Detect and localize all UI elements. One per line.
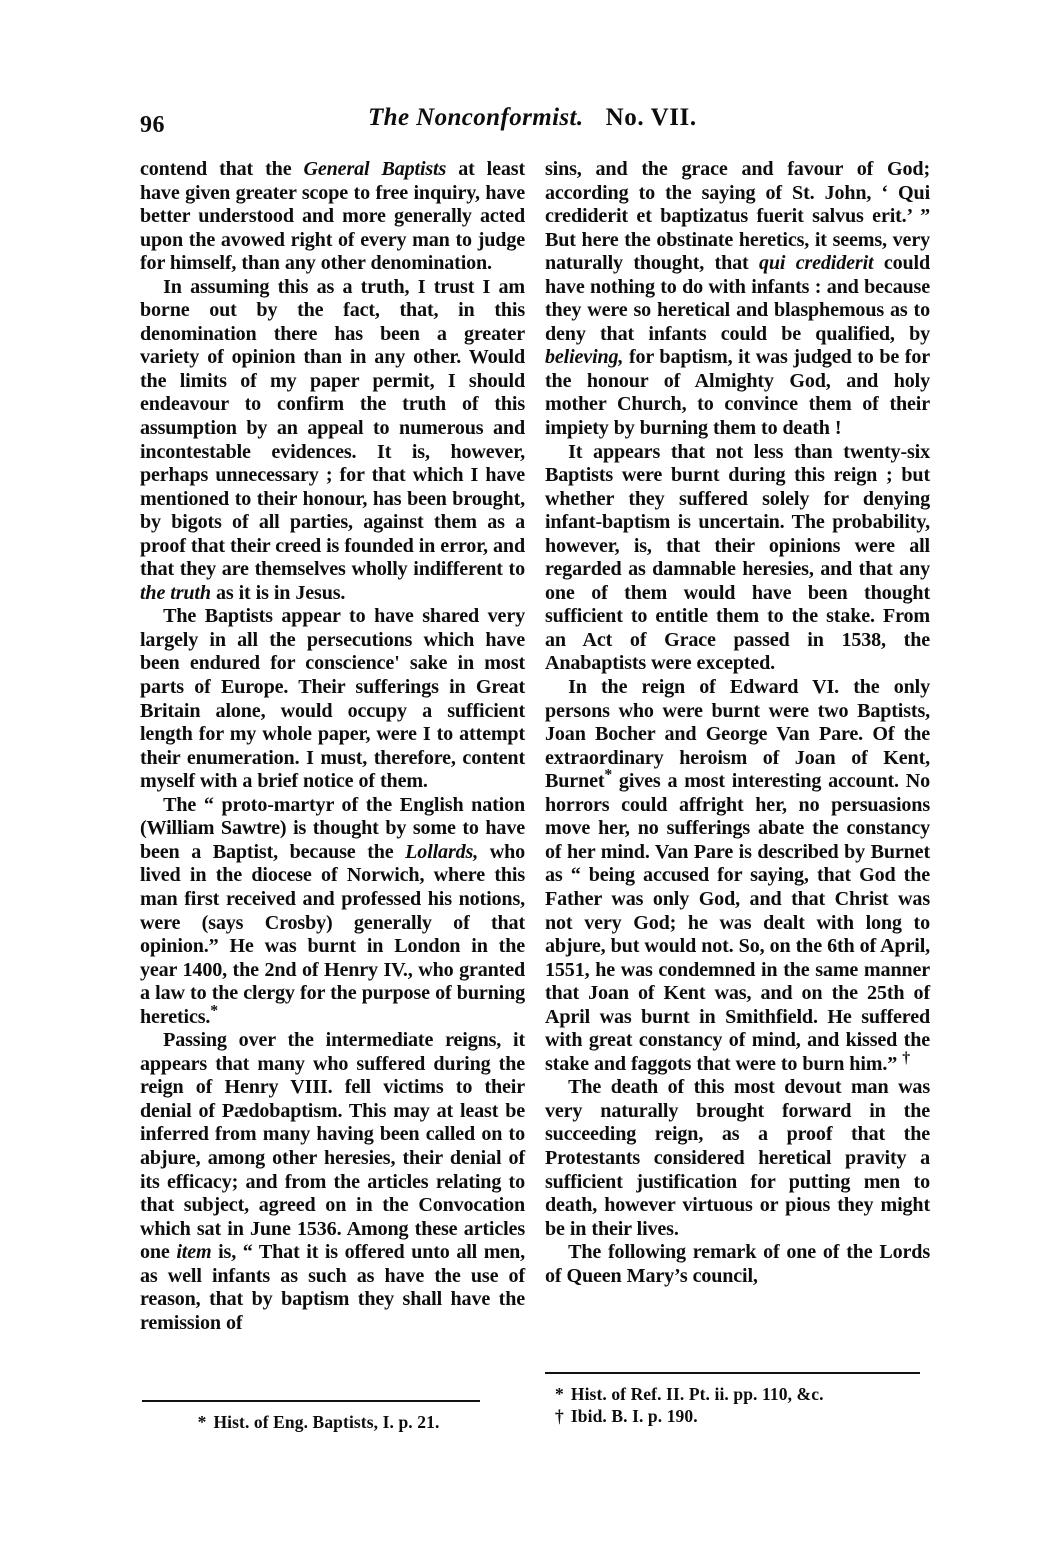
running-head-title-group xyxy=(368,104,928,132)
footnote-reference-mark: * xyxy=(210,1002,218,1019)
paragraph-list-right xyxy=(545,158,930,1288)
paragraph-list-left xyxy=(140,158,525,1335)
footnote-text: Ibid. B. I. p. 190. xyxy=(570,1406,698,1426)
body-paragraph xyxy=(140,276,525,606)
footnote-list-right xyxy=(545,1383,930,1427)
body-paragraph xyxy=(140,794,525,1029)
body-paragraph xyxy=(545,1076,930,1241)
body-text: for baptism, it was judged to be for the honour of Almighty God, and holy mother Church, to convince them of their impiety by burning them to death ! xyxy=(545,346,930,440)
footnote-mark: * xyxy=(197,1412,207,1432)
footnote-line xyxy=(140,1411,525,1433)
body-paragraph xyxy=(140,158,525,276)
footnote-rule-left xyxy=(142,1400,480,1402)
body-text: It appears that not less than twenty-six Baptists were burnt during this reign ; but whether they suffered solely for denying infant-baptism is uncertain. The probability, however, is, that their opinions were all regarded as damnable heresies, and that any one of them would have been thought sufficient to entitle them to the stake. From an Act of Grace passed in 1538, the Anabaptists were excepted. xyxy=(545,440,930,675)
column-left xyxy=(140,158,525,1335)
body-text: as it is in Jesus. xyxy=(210,581,346,604)
running-head-title: The Nonconformist. xyxy=(368,104,584,131)
footnote-list-left xyxy=(140,1411,525,1433)
footnote-block-right xyxy=(545,1372,930,1427)
emphasis-text: Lollards, xyxy=(405,840,479,863)
emphasis-text: the truth xyxy=(140,581,211,604)
body-paragraph xyxy=(545,1241,930,1288)
footnote-mark: † xyxy=(555,1406,564,1426)
running-head-issue-number: No. VII. xyxy=(605,104,697,131)
body-paragraph xyxy=(140,605,525,793)
body-text: In the reign of Edward VI. the only persons who were burnt were two Baptists, Joan Bocher and George Van Pare. Of the extraordinary heroism of Joan of Kent, Burnet xyxy=(545,676,930,793)
footnote-text: Hist. of Eng. Baptists, I. p. 21. xyxy=(213,1412,440,1432)
body-text: Passing over the intermediate reigns, it appears that many who suffered during the reign of Henry VIII. fell victims to their denial of Pædobaptism. This may at least be inferred from many having been called on to abjure, among other heresies, their denial of its efficacy; and from the articles relating to that subject, agreed on in the Convocation which sat in June 1536. Among these articles one xyxy=(140,1029,525,1264)
emphasis-text: item xyxy=(176,1241,212,1264)
footnote-text: Hist. of Ref. II. Pt. ii. pp. 110, &c. xyxy=(570,1384,824,1404)
body-text: gives a most interesting account. No horrors could affright her, no persuasions move her, no sufferings abate the constancy of her mind. Van Pare is described by Burnet as “ being accused for saying, that God the Father was only God, and that Christ was not very God; he was dealt with long to abjure, but would not. So, on the 6th of April, 1551, he was condemned in the same manner that Joan of Kent was, and on the 25th of April was burnt in Smithfield. He suffered with great constancy of mind, and kissed the stake and faggots that were to burn him.” xyxy=(545,770,930,1075)
body-text: sins, and the grace and favour of God; according to the saying of St. John, ‘ Qui crediderit et baptizatus fuerit salvus erit.’ ” But here the obstinate heretics, it seems, very naturally thought, that xyxy=(545,158,930,275)
footnote-rule-right xyxy=(545,1372,920,1374)
page-folio-number: 96 xyxy=(140,112,165,138)
body-paragraph xyxy=(545,676,930,1076)
body-text: The following remark of one of the Lords of Queen Mary’s council, xyxy=(545,1241,930,1287)
footnote-reference-mark: † xyxy=(902,1049,910,1067)
body-text: is, “ That it is offered unto all men, as well infants as such as have the use of reason, that by baptism they shall have the remission of xyxy=(140,1241,526,1334)
running-head xyxy=(140,104,930,148)
body-paragraph xyxy=(140,1029,525,1335)
body-text: The Baptists appear to have shared very largely in all the persecutions which have been endured for conscience' sake in most parts of Europe. Their sufferings in Great Britain alone, would occupy a sufficient length for my whole paper, were I to attempt their enumeration. I must, therefore, content myself with a brief notice of them. xyxy=(140,605,525,793)
emphasis-text: believing, xyxy=(545,346,624,369)
body-text: at least have given greater scope to free inquiry, have better understood and more generally acted upon the avowed right of every man to judge for himself, than any other denomination. xyxy=(140,158,525,275)
emphasis-text: qui crediderit xyxy=(758,252,874,275)
body-text: In assuming this as a truth, I trust I am borne out by the fact, that, in this denomination there has been a greater variety of opinion than in any other. Would the limits of my paper permit, I should endeavour to confirm the truth of this assumption by an appeal to numerous and incontestable evidences. It is, however, perhaps unnecessary ; for that which I have mentioned to their honour, has been brought, by bigots of all parties, against them as a proof that their creed is founded in error, and that they are themselves wholly indifferent to xyxy=(140,275,525,581)
footnote-block-left xyxy=(140,1400,525,1433)
footnote-reference-mark: * xyxy=(604,766,613,784)
emphasis-text: General Baptists xyxy=(303,158,447,180)
footnote-line xyxy=(545,1405,930,1427)
footnote-line xyxy=(545,1383,930,1405)
body-text: could have nothing to do with infants : and because they were so heretical and blasphemous as to deny that infants could be qualified, by xyxy=(545,252,931,345)
body-text: contend that the xyxy=(140,158,304,180)
body-paragraph xyxy=(545,441,930,676)
body-text: who lived in the diocese of Norwich, where this man first received and professed his notions, were (says Crosby) generally of that opinion.” He was burnt in London in the year 1400, the 2nd of Henry IV., who granted a law to the clergy for the purpose of burning heretics. xyxy=(140,840,525,1028)
footnote-mark: * xyxy=(555,1384,564,1404)
body-paragraph xyxy=(545,158,930,441)
column-right xyxy=(545,158,930,1288)
body-text: The death of this most devout man was very naturally brought forward in the succeeding reign, as a proof that the Protestants considered heretical pravity a sufficient justification for putting men to death, however virtuous or pious they might be in their lives. xyxy=(545,1076,930,1240)
body-text: The “ proto-martyr of the English nation (William Sawtre) is thought by some to have been a Baptist, because the xyxy=(140,793,525,863)
